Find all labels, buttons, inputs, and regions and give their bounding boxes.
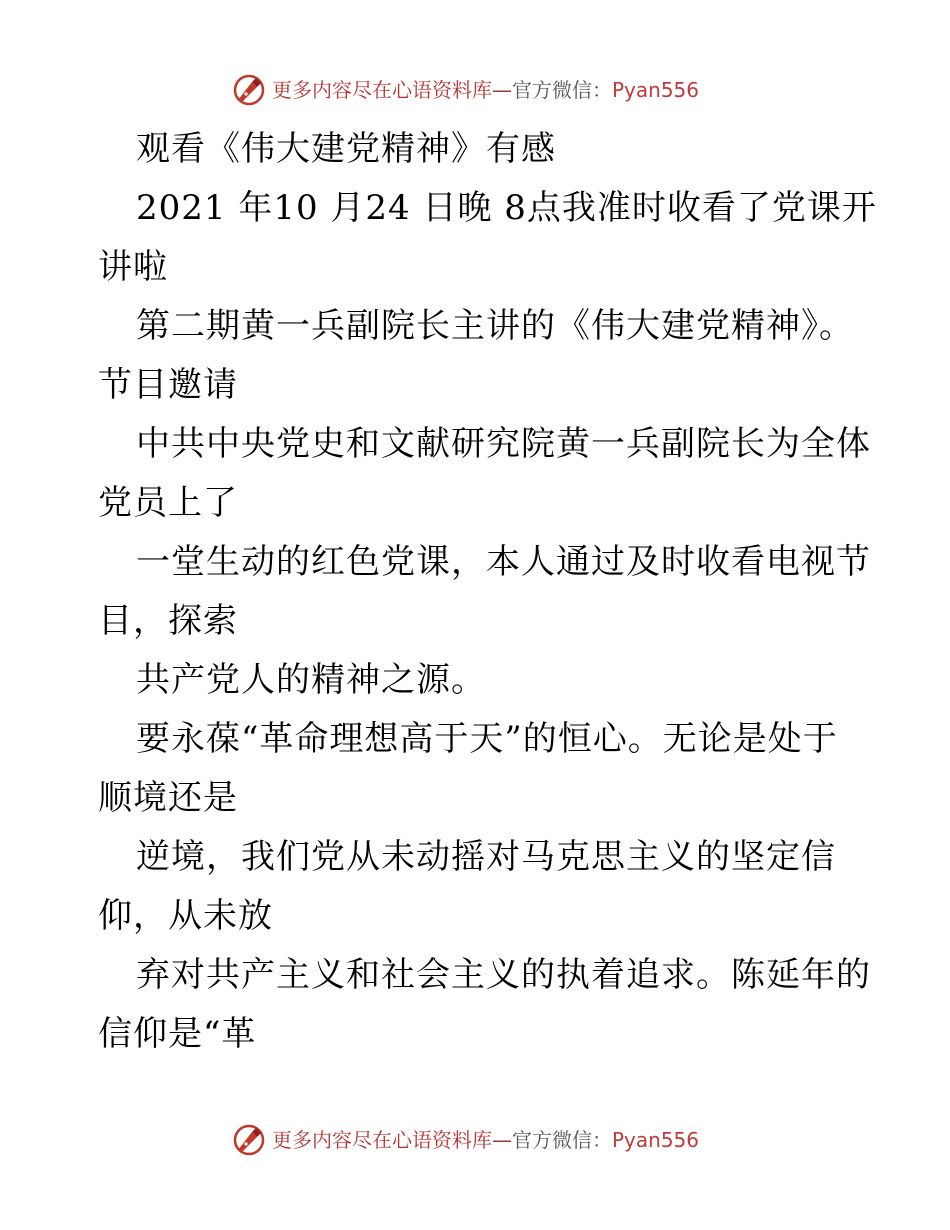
paragraph-line: 2021 年10 月24 日晚 8点我准时收看了党课开 [136, 188, 877, 228]
paragraph-line: 信仰是“革 [98, 1014, 257, 1054]
watermark-wechat-id: Pyan556 [612, 78, 700, 102]
paragraph-line: 讲啦 [98, 247, 168, 287]
paragraph-line: 一堂生动的红色党课，本人通过及时收看电视节 [136, 542, 871, 582]
document-title: 观看《伟大建党精神》有感 [136, 129, 556, 169]
paragraph-line: 中共中央党史和文献研究院黄一兵副院长为全体 [136, 424, 871, 464]
paragraph-line: 弃对共产主义和社会主义的执着追求。陈延年的 [136, 955, 871, 995]
paragraph-line: 党员上了 [98, 483, 238, 523]
watermark-wechat-id: Pyan556 [612, 1128, 700, 1152]
paragraph-line: 要永葆“革命理想高于天”的恒心。无论是处于 [136, 719, 838, 759]
pen-nib-circle-icon [232, 73, 266, 107]
paragraph-line: 逆境，我们党从未动摇对马克思主义的坚定信 [136, 837, 836, 877]
paragraph-line: 仰，从未放 [98, 896, 273, 936]
watermark-official-label: 官方微信： [512, 1128, 612, 1152]
paragraph-line: 第二期黄一兵副院长主讲的《伟大建党精神》。 [136, 306, 854, 346]
watermark-dash: — [492, 78, 512, 102]
paragraph-line: 节目邀请 [98, 365, 238, 405]
footer-watermark [232, 1122, 732, 1158]
header-watermark [232, 72, 732, 108]
document-body [98, 120, 878, 1064]
watermark-library-text: 更多内容尽在心语资料库 [272, 78, 492, 102]
pen-nib-circle-icon [232, 1123, 266, 1157]
paragraph-line: 共产党人的精神之源。 [136, 660, 486, 700]
paragraph-line: 目，探索 [98, 601, 238, 641]
paragraph-line: 顺境还是 [98, 778, 238, 818]
watermark-library-text: 更多内容尽在心语资料库 [272, 1128, 492, 1152]
watermark-official-label: 官方微信： [512, 78, 612, 102]
watermark-dash: — [492, 1128, 512, 1152]
